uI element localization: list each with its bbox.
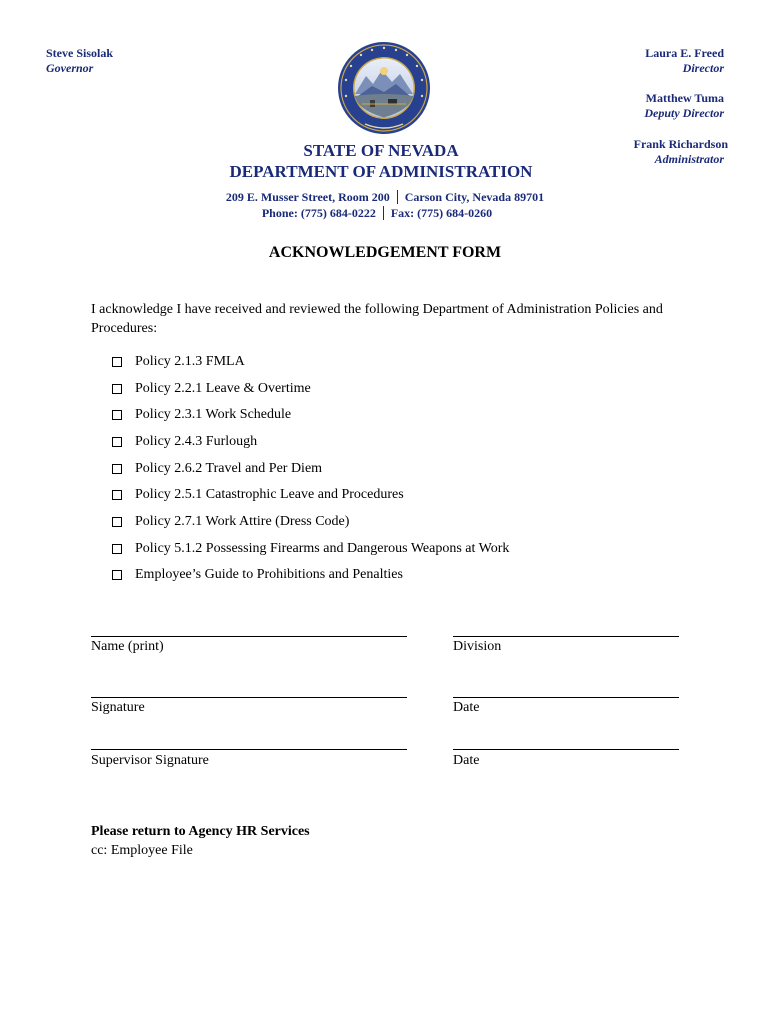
division-line[interactable] <box>453 636 679 637</box>
policy-checkbox[interactable] <box>112 357 122 367</box>
deputy-director-block <box>644 91 724 121</box>
intro-text: I acknowledge I have received and reviewed the following Department of Administration Policies and Procedures: <box>91 302 663 336</box>
policy-item <box>112 486 404 504</box>
policy-item <box>112 513 349 531</box>
address-line <box>0 190 770 205</box>
cc-note: cc: Employee File <box>91 843 193 858</box>
state-name: STATE OF NEVADA <box>303 141 459 160</box>
policy-item <box>112 566 403 584</box>
policy-label: Policy 5.1.2 Possessing Firearms and Dangerous Weapons at Work <box>135 541 510 556</box>
form-title: ACKNOWLEDGEMENT FORM <box>268 244 502 261</box>
administrator-title: Administrator <box>654 152 724 166</box>
director-name: Laura E. Freed <box>645 46 724 60</box>
policy-label: Employee’s Guide to Prohibitions and Penalties <box>135 567 403 582</box>
name-print-label: Name (print) <box>91 639 164 654</box>
policy-label: Policy 2.1.3 FMLA <box>135 354 245 369</box>
address-city: Carson City, Nevada 89701 <box>404 190 545 204</box>
divider <box>397 190 398 204</box>
policy-label: Policy 2.2.1 Leave & Overtime <box>135 381 311 396</box>
policy-checkbox[interactable] <box>112 384 122 394</box>
policy-checkbox[interactable] <box>112 517 122 527</box>
policy-item <box>112 406 291 424</box>
state-heading <box>0 140 770 182</box>
signature-line[interactable] <box>91 697 407 698</box>
policy-checkbox[interactable] <box>112 490 122 500</box>
administrator-name: Frank Richardson <box>633 137 728 151</box>
supervisor-date-label: Date <box>453 753 480 768</box>
nevada-state-seal-icon <box>332 40 436 136</box>
fax-number: Fax: (775) 684-0260 <box>390 206 493 220</box>
policy-item <box>112 433 257 451</box>
department-name: DEPARTMENT OF ADMINISTRATION <box>229 162 533 181</box>
phone-number: Phone: (775) 684-0222 <box>261 206 376 220</box>
policy-item <box>112 353 245 371</box>
policy-label: Policy 2.7.1 Work Attire (Dress Code) <box>135 514 350 529</box>
governor-name: Steve Sisolak <box>46 46 114 60</box>
governor-title: Governor <box>46 61 94 75</box>
policy-checkbox[interactable] <box>112 437 122 447</box>
policy-label: Policy 2.4.3 Furlough <box>135 434 258 449</box>
policy-checkbox[interactable] <box>112 544 122 554</box>
divider <box>383 206 384 220</box>
policy-item <box>112 380 311 398</box>
governor-block <box>46 46 113 76</box>
supervisor-date-line[interactable] <box>453 749 679 750</box>
director-block <box>645 46 724 76</box>
division-label: Division <box>453 639 502 654</box>
deputy-director-name: Matthew Tuma <box>645 91 724 105</box>
supervisor-signature-label: Supervisor Signature <box>91 753 209 768</box>
return-instruction: Please return to Agency HR Services <box>91 824 310 839</box>
name-print-line[interactable] <box>91 636 407 637</box>
policy-checkbox[interactable] <box>112 570 122 580</box>
policy-item <box>112 460 322 478</box>
signature-label: Signature <box>91 700 145 715</box>
policy-label: Policy 2.5.1 Catastrophic Leave and Procedures <box>135 487 404 502</box>
supervisor-signature-line[interactable] <box>91 749 407 750</box>
director-title: Director <box>682 61 724 75</box>
policy-item <box>112 540 509 558</box>
policy-checkbox[interactable] <box>112 464 122 474</box>
deputy-director-title: Deputy Director <box>644 106 724 120</box>
address-street: 209 E. Musser Street, Room 200 <box>225 190 390 204</box>
date-line[interactable] <box>453 697 679 698</box>
contact-line <box>0 206 770 221</box>
policy-checkbox[interactable] <box>112 410 122 420</box>
date-label: Date <box>453 700 480 715</box>
policy-label: Policy 2.6.2 Travel and Per Diem <box>135 461 323 476</box>
policy-label: Policy 2.3.1 Work Schedule <box>135 407 292 422</box>
